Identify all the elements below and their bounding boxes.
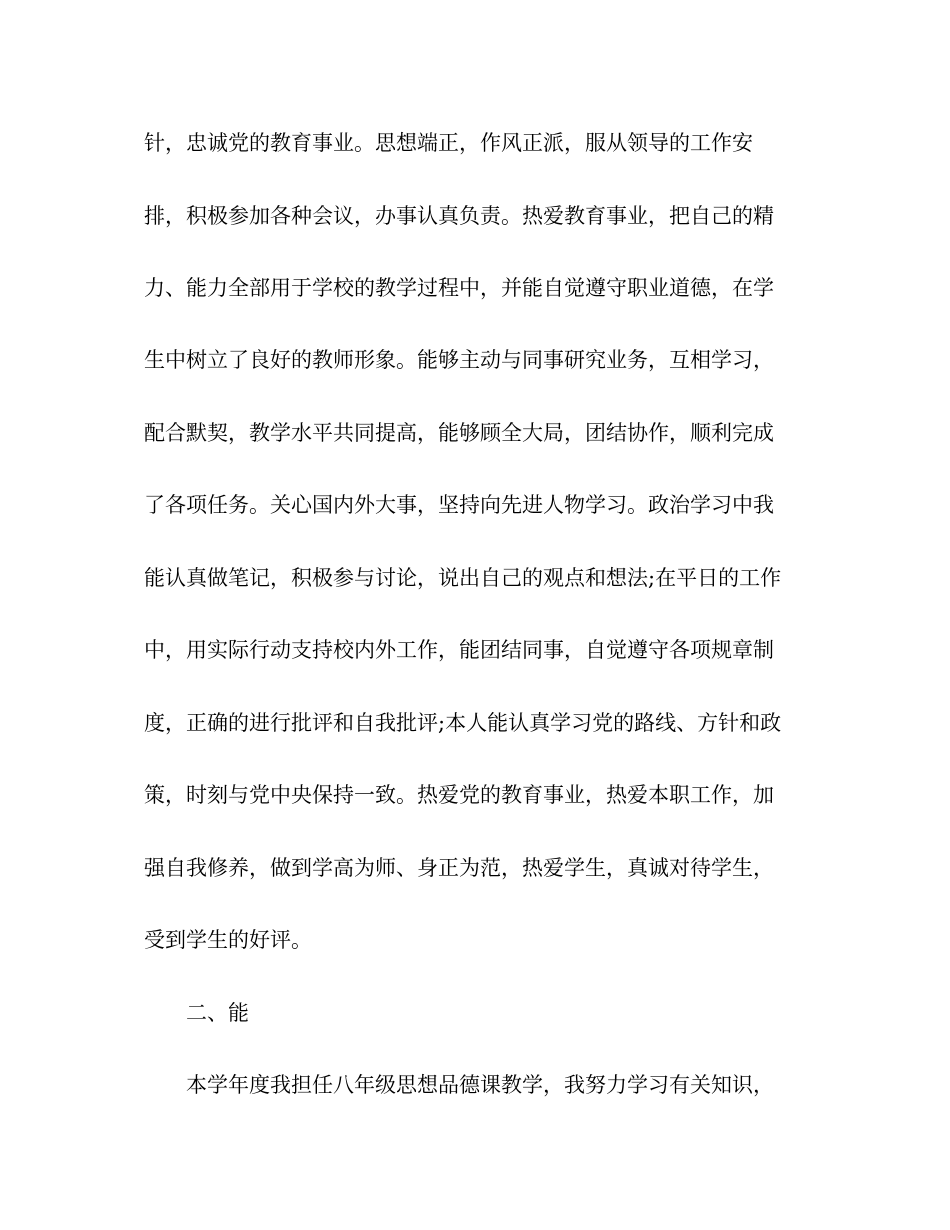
section-heading: 二、能 (186, 1001, 249, 1025)
paragraph-line-11: 强自我修养，做到学高为师、身正为范，热爱学生，真诚对待学生， (144, 856, 774, 880)
section-paragraph-line-1: 本学年度我担任八年级思想品德课教学，我努力学习有关知识， (186, 1073, 774, 1097)
paragraph-line-9: 度，正确的进行批评和自我批评;本人能认真学习党的路线、方针和政 (144, 711, 782, 735)
paragraph-line-3: 力、能力全部用于学校的教学过程中，并能自觉遵守职业道德，在学 (144, 276, 774, 300)
paragraph-line-1: 针，忠诚党的教育事业。思想端正，作风正派，服从领导的工作安 (144, 131, 753, 155)
paragraph-line-7: 能认真做笔记，积极参与讨论，说出自己的观点和想法;在平日的工作 (144, 566, 782, 590)
paragraph-line-12: 受到学生的好评。 (144, 928, 312, 952)
paragraph-line-10: 策，时刻与党中央保持一致。热爱党的教育事业，热爱本职工作，加 (144, 783, 774, 807)
paragraph-line-8: 中，用实际行动支持校内外工作，能团结同事，自觉遵守各项规章制 (144, 638, 774, 662)
paragraph-line-4: 生中树立了良好的教师形象。能够主动与同事研究业务，互相学习， (144, 348, 774, 372)
paragraph-line-2: 排，积极参加各种会议，办事认真负责。热爱教育事业，把自己的精 (144, 204, 774, 228)
paragraph-line-6: 了各项任务。关心国内外大事，坚持向先进人物学习。政治学习中我 (144, 493, 774, 517)
paragraph-line-5: 配合默契，教学水平共同提高，能够顾全大局，团结协作，顺利完成 (144, 421, 774, 445)
